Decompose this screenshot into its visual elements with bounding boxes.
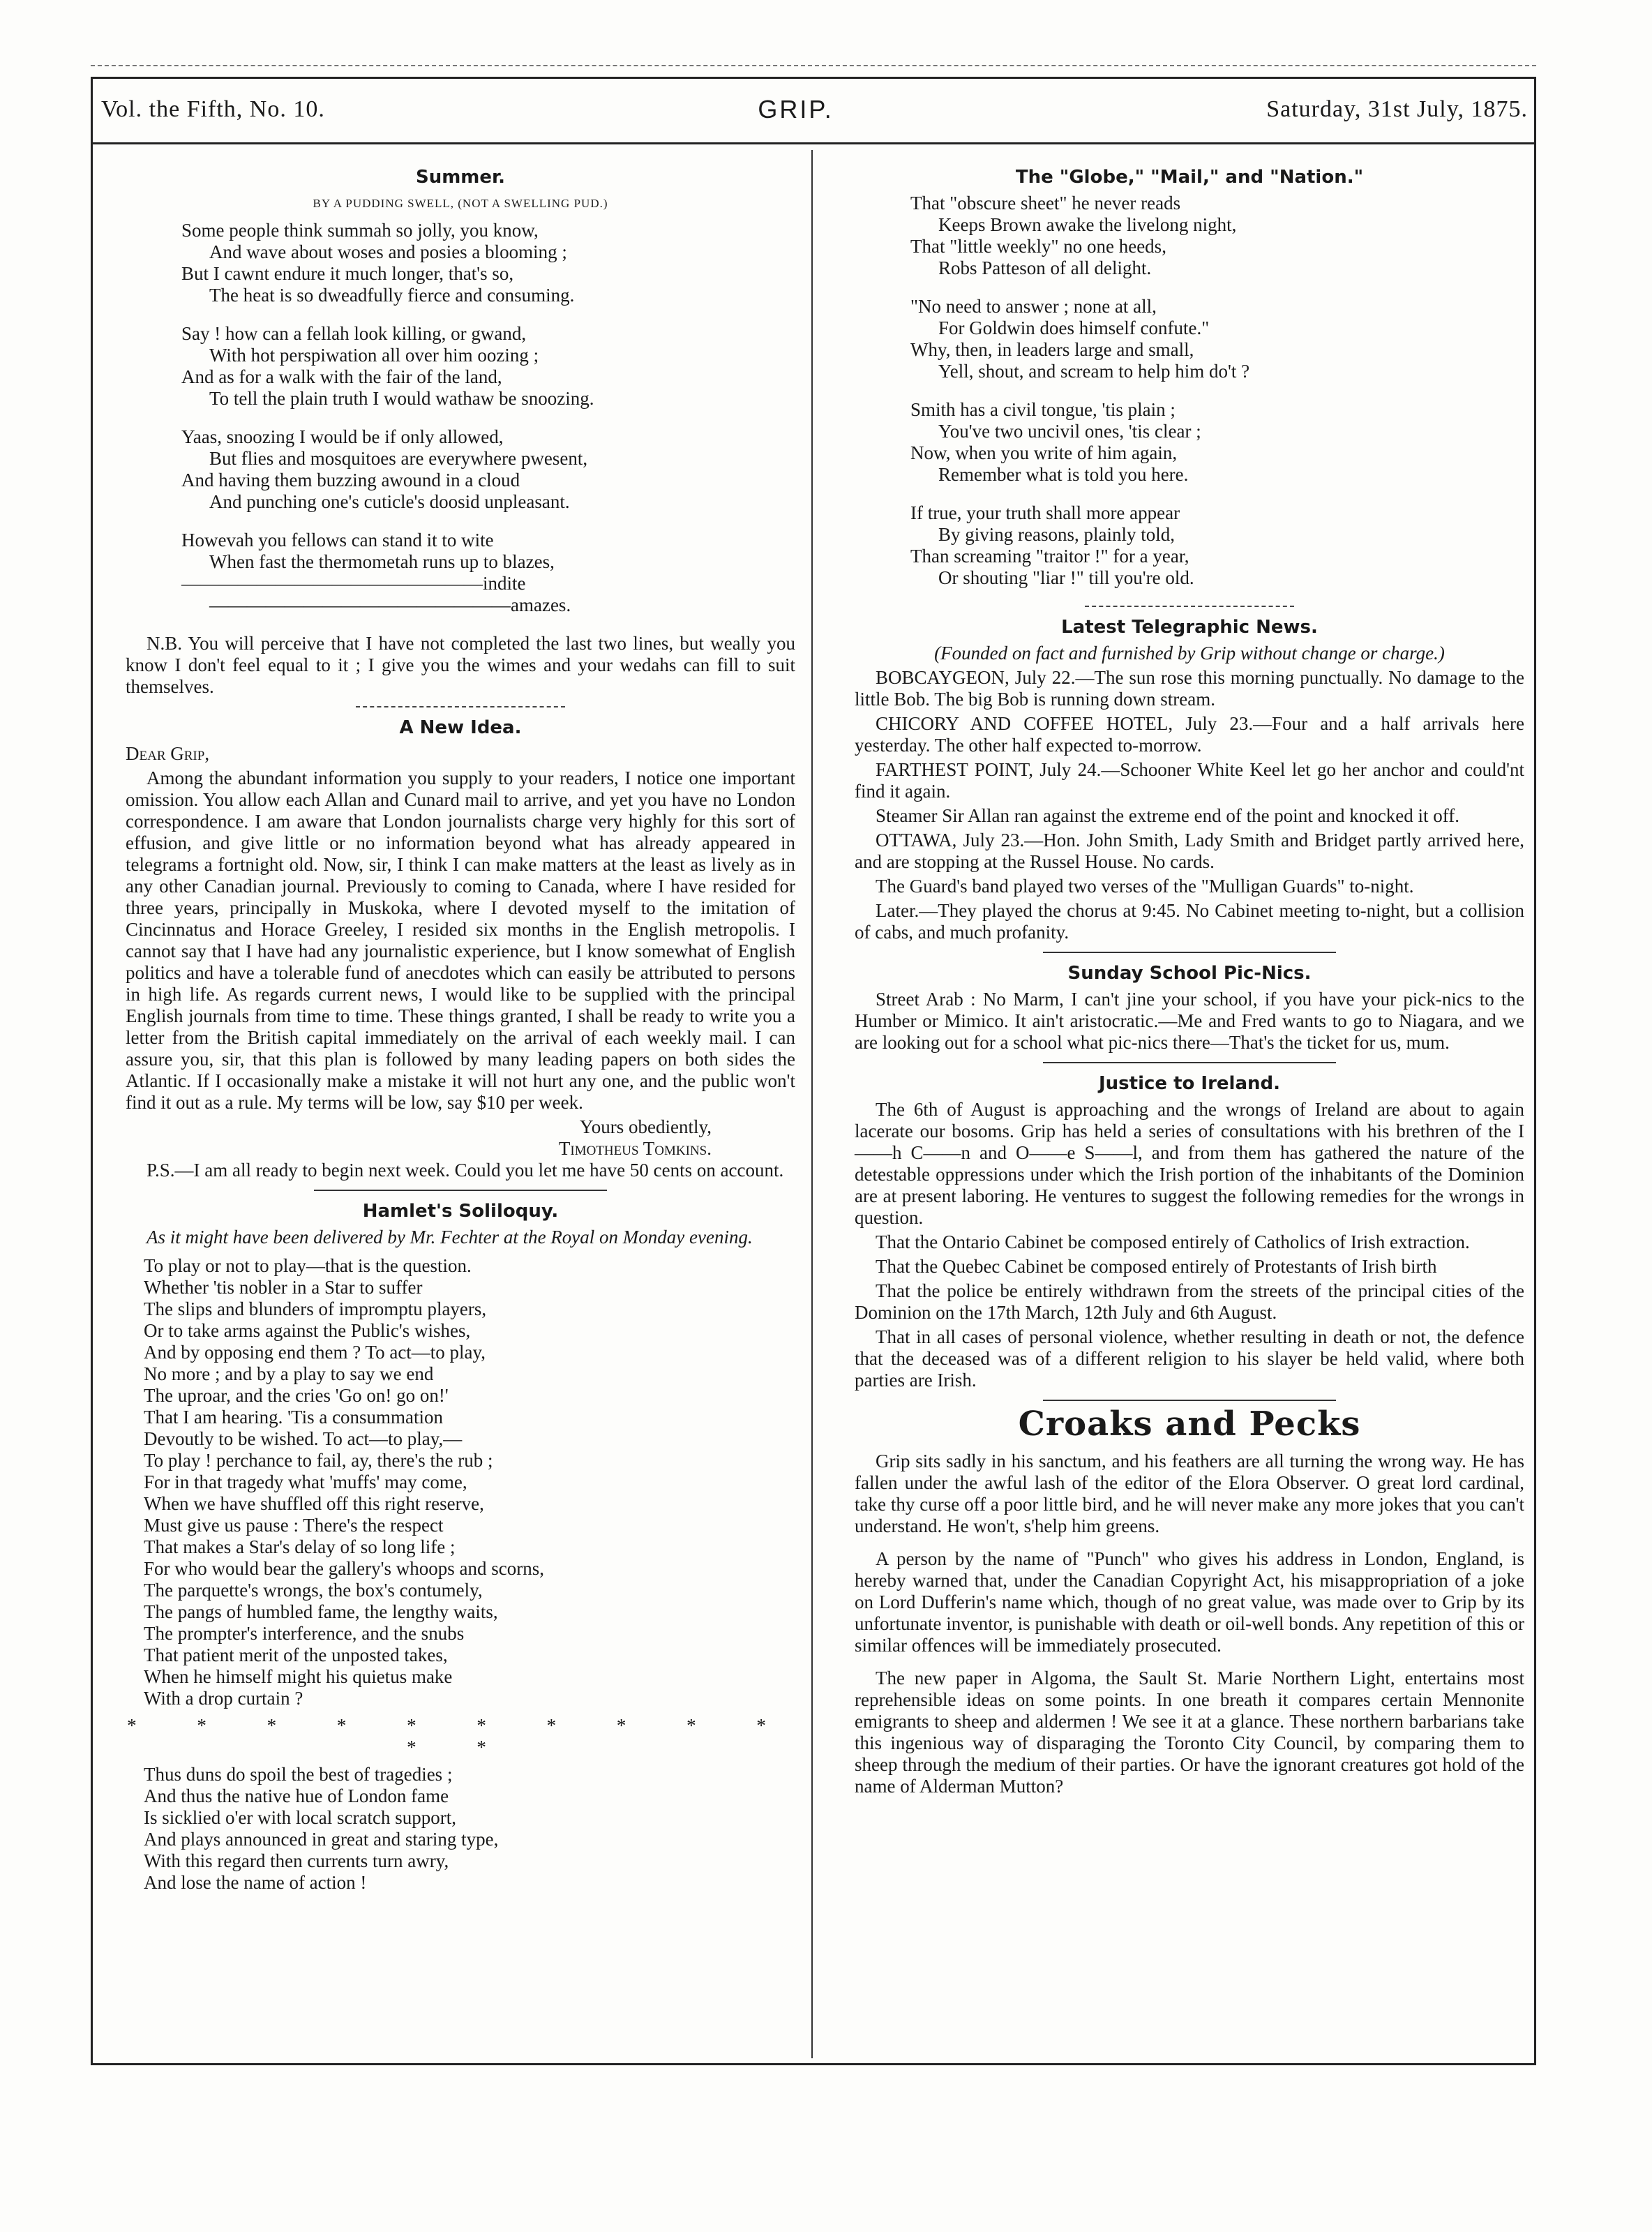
section-separator	[1043, 952, 1336, 953]
verse-line: And lose the name of action !	[144, 1872, 367, 1893]
justice-paragraph: That in all cases of personal violence, whether resulting in death or not, the defence that the deceased was of a different religion to his slayer be held valid, where both parties are Irish.	[855, 1326, 1524, 1391]
summer-stanza-4	[181, 530, 795, 616]
verse-line: The pangs of humbled fame, the lengthy waits,	[144, 1601, 498, 1622]
verse-line: Or to take arms against the Public's wishes,	[144, 1320, 471, 1341]
verse-line: The prompter's interference, and the snubs	[144, 1623, 465, 1644]
verse-line: To play ! perchance to fail, ay, there's the rub ;	[144, 1450, 493, 1471]
verse-line: When we have shuffled off this right reserve,	[144, 1493, 484, 1514]
verse-line: And having them buzzing awound in a cloud	[181, 470, 520, 490]
verse-line: Thus duns do spoil the best of tragedies ;	[144, 1764, 453, 1785]
verse-line: Yaas, snoozing I would be if only allowed,	[181, 426, 504, 447]
new-idea-body: Among the abundant information you supply to your readers, I notice one important omission. You allow each Allan and Cunard mail to arrive, and yet you have no London correspondence. I am aware that London journalists charge very highly for this sort of effusion, and give little or no information beyond what has already appeared in telegrams a fortnight old. Now, sir, I think I can make matters at the least as lively as in any other Canadian journal. Previously to coming to Canada, where I have resided for three years, principally in Muskoka, where I devoted myself to the imitation of Cincinnatus and Horace Greeley, I resided six months in the English metropolis. I cannot say that I have had any journalistic experience, but I know somewhat of English politics and have a tolerable fund of anecdotes which can easily be attributed to persons in high life. As regards current news, I would like to be supplied with the principal English journals from time to time. These things granted, I shall be ready to write you a letter from the British capital immediately on the arrival of each weekly mail. I can assure you, sir, that this plan is followed by many leading papers on both sides the Atlantic. If I occasionally make a mistake it will not hurt any one, and the public won't find it out as a rule. My terms will be low, say $10 per week.	[126, 767, 795, 1113]
verse-line: You've two uncivil ones, 'tis clear ;	[938, 421, 1201, 442]
verse-line: With this regard then currents turn awry,	[144, 1850, 449, 1871]
verse-line: With hot perspiwation all over him oozing ;	[209, 345, 539, 366]
globe-stanza-2	[910, 296, 1524, 382]
croaks-paragraph: A person by the name of "Punch" who gives his address in London, England, is hereby warned that, under the Canadian Copyright Act, his misappropriation of a joke on Lord Dufferin's name which, though of no great value, was made over to Grip by its unfortunate inventor, is punishable with death or oil-well bonds. Any repetition of this or similar offences will be immediately prosecuted.	[855, 1548, 1524, 1656]
telegraphic-item: OTTAWA, July 23.—Hon. John Smith, Lady Smith and Bridget partly arrived here, and are stopping at the Russel House. No cards.	[855, 830, 1524, 872]
croaks-paragraph: Grip sits sadly in his sanctum, and his feathers are all turning the wrong way. He has fallen under the awful lash of the editor of the Elora Observer. O great lord cardinal, take thy curse off a poor little bird, and he will never make any more jokes that you can't understand. He won't, s'help him greens.	[855, 1451, 1524, 1536]
verse-line: That "little weekly" no one heeds,	[910, 236, 1166, 257]
header-rule	[91, 142, 1536, 144]
telegraphic-item: Steamer Sir Allan ran against the extreme end of the point and knocked it off.	[876, 805, 1460, 826]
asterisk-break: * * * * * * * * * * * *	[127, 1715, 794, 1758]
verse-line: ————————————————amazes.	[209, 594, 571, 615]
verse-line: And plays announced in great and staring type,	[144, 1829, 499, 1850]
summer-title: Summer.	[415, 167, 506, 188]
telegraphic-item: Later.—They played the chorus at 9:45. No Cabinet meeting to-night, but a collision of cabs, and much profanity.	[855, 900, 1524, 943]
verse-line: Than screaming "traitor !" for a year,	[910, 546, 1189, 567]
verse-line: No more ; and by a play to say we end	[144, 1363, 434, 1384]
telegraphic-item: FARTHEST POINT, July 24.—Schooner White Keel let go her anchor and could'nt find it again.	[855, 759, 1524, 802]
verse-line: And wave about woses and posies a blooming ;	[209, 241, 567, 262]
verse-line: With a drop curtain ?	[144, 1688, 303, 1709]
verse-line: When fast the thermometah runs up to blazes,	[209, 551, 555, 572]
verse-line: Howevah you fellows can stand it to wite	[181, 530, 494, 550]
verse-line: If true, your truth shall more appear	[910, 502, 1180, 523]
telegraphic-subtitle: (Founded on fact and furnished by Grip without change or charge.)	[934, 643, 1445, 664]
verse-line: By giving reasons, plainly told,	[938, 524, 1175, 545]
sunday-body: Street Arab : No Marm, I can't jine your school, if you have your pick-nics to the Humber or Mimico. It ain't aristocratic.—Me and Fred wants to go to Niagara, and we are looking out for a school what pic-nics there—That's the ticket for us, mum.	[855, 989, 1524, 1053]
sunday-title: Sunday School Pic-Nics.	[1067, 963, 1312, 984]
verse-line: ————————————————indite	[181, 573, 526, 594]
verse-line: Smith has a civil tongue, 'tis plain ;	[910, 399, 1176, 420]
volume-number: Vol. the Fifth, No. 10.	[101, 96, 325, 122]
verse-line: And punching one's cuticle's doosid unpleasant.	[209, 491, 570, 512]
masthead	[101, 85, 1528, 134]
justice-paragraph: That the police be entirely withdrawn from the streets of the principal cities of the Dominion on the 17th March, 12th July and 6th August.	[855, 1280, 1524, 1323]
summer-stanza-1	[181, 220, 795, 306]
verse-line: For who would bear the gallery's whoops and scorns,	[144, 1558, 545, 1579]
hamlet-verse	[144, 1255, 795, 1709]
new-idea-postscript: P.S.—I am all ready to begin next week. Could you let me have 50 cents on account.	[147, 1160, 784, 1181]
justice-paragraph: That the Quebec Cabinet be composed entirely of Protestants of Irish birth	[876, 1256, 1437, 1277]
globe-stanza-3	[910, 399, 1524, 486]
left-column	[126, 157, 795, 1894]
croaks-paragraph: The new paper in Algoma, the Sault St. Marie Northern Light, entertains most reprehensible ideas on some points. In one breath it compares certain Mennonite emigrants to sheep and aldermen ! We see it at a glance. These northern barbarians take this ingenious way of disparaging the Toronto City Council, by comparing them to sheep through the medium of their parties. Or have the ignorant creatures got hold of the name of Alderman Mutton?	[855, 1668, 1524, 1797]
verse-line: And as for a walk with the fair of the land,	[181, 366, 502, 387]
hamlet-title: Hamlet's Soliloquy.	[362, 1201, 559, 1222]
verse-line: That I am hearing. 'Tis a consummation	[144, 1407, 444, 1428]
verse-line: Some people think summah so jolly, you know,	[181, 220, 539, 241]
verse-line: For Goldwin does himself confute."	[938, 317, 1210, 338]
hamlet-verse-2	[144, 1764, 795, 1894]
verse-line: That makes a Star's delay of so long life ;	[144, 1536, 456, 1557]
globe-stanza-1	[910, 193, 1524, 279]
justice-title: Justice to Ireland.	[1098, 1073, 1281, 1094]
telegraphic-title: Latest Telegraphic News.	[1061, 617, 1318, 638]
paper-title: GRIP.	[758, 95, 834, 123]
verse-line: When he himself might his quietus make	[144, 1666, 453, 1687]
section-separator	[1043, 1062, 1336, 1063]
verse-line: Or shouting "liar !" till you're old.	[938, 567, 1194, 588]
verse-line: Robs Patteson of all delight.	[938, 257, 1152, 278]
verse-line: Devoutly to be wished. To act—to play,—	[144, 1428, 463, 1449]
verse-line: The slips and blunders of impromptu players,	[144, 1298, 487, 1319]
section-separator	[1085, 606, 1294, 607]
verse-line: Is sicklied o'er with local scratch support,	[144, 1807, 456, 1828]
verse-line: Whether 'tis nobler in a Star to suffer	[144, 1277, 423, 1298]
globe-stanza-4	[910, 502, 1524, 589]
verse-line: For in that tragedy what 'muffs' may come,	[144, 1471, 467, 1492]
verse-line: That "obscure sheet" he never reads	[910, 193, 1181, 214]
section-separator	[314, 1190, 607, 1191]
verse-line: The uproar, and the cries 'Go on! go on!'	[144, 1385, 449, 1406]
verse-line: But flies and mosquitoes are everywhere pwesent,	[209, 448, 588, 469]
verse-line: Remember what is told you here.	[938, 464, 1189, 485]
verse-line: Say ! how can a fellah look killing, or gwand,	[181, 323, 527, 344]
new-idea-signature: Timotheus Tomkins.	[558, 1138, 712, 1159]
verse-line: Now, when you write of him again,	[910, 442, 1178, 463]
summer-stanza-3	[181, 426, 795, 513]
summer-byline: BY A PUDDING SWELL, (NOT A SWELLING PUD.)	[313, 197, 608, 210]
telegraphic-item: The Guard's band played two verses of the "Mulligan Guards" to-night.	[876, 876, 1414, 897]
verse-line: The heat is so dweadfully fierce and consuming.	[209, 285, 575, 306]
verse-line: The parquette's wrongs, the box's contumely,	[144, 1580, 483, 1601]
summer-note: N.B. You will perceive that I have not completed the last two lines, but weally you know I don't feel equal to it ; I give you the wimes and your wedahs can fill to suit themselves.	[126, 633, 795, 697]
summer-stanza-2	[181, 323, 795, 410]
justice-paragraph: The 6th of August is approaching and the wrongs of Ireland are about to again lacerate our bosoms. Grip has held a series of consultations with his brethren of the I——h C——n and O——e S——l, and from them has gathered the nature of the detestable oppressions under which the Irish portion of the inhabitants of the Dominion are at present laboring. He ventures to suggest the following remedies for the wrongs in question.	[855, 1099, 1524, 1228]
telegraphic-item: BOBCAYGEON, July 22.—The sun rose this morning punctually. No damage to the little Bob. The big Bob is running down stream.	[855, 667, 1524, 710]
verse-line: Why, then, in leaders large and small,	[910, 339, 1194, 360]
section-separator	[356, 706, 565, 707]
verse-line: "No need to answer ; none at all,	[910, 296, 1157, 317]
verse-line: That patient merit of the unposted takes,	[144, 1645, 448, 1665]
new-idea-title: A New Idea.	[399, 717, 522, 738]
verse-line: Yell, shout, and scream to help him do't ?	[938, 361, 1250, 382]
verse-line: To tell the plain truth I would wathaw be snoozing.	[209, 388, 594, 409]
verse-line: Keeps Brown awake the livelong night,	[938, 214, 1237, 235]
verse-line: To play or not to play—that is the question.	[144, 1255, 472, 1276]
new-idea-salutation: Dear Grip,	[126, 743, 210, 764]
hamlet-intro: As it might have been delivered by Mr. Fechter at the Royal on Monday evening.	[147, 1227, 753, 1248]
telegraphic-item: CHICORY AND COFFEE HOTEL, July 23.—Four and a half arrivals here yesterday. The other half expected to-morrow.	[855, 713, 1524, 756]
issue-date: Saturday, 31st July, 1875.	[1266, 96, 1528, 122]
verse-line: And by opposing end them ? To act—to play,	[144, 1342, 486, 1363]
new-idea-closing: Yours obediently,	[579, 1116, 712, 1137]
justice-paragraph: That the Ontario Cabinet be composed entirely of Catholics of Irish extraction.	[876, 1231, 1470, 1252]
section-separator	[1043, 1400, 1336, 1401]
croaks-title: Croaks and Pecks	[1018, 1405, 1361, 1444]
verse-line: And thus the native hue of London fame	[144, 1785, 449, 1806]
right-column	[855, 157, 1524, 1800]
verse-line: Must give us pause : There's the respect	[144, 1515, 444, 1536]
verse-line: But I cawnt endure it much longer, that's so,	[181, 263, 514, 284]
globe-title: The "Globe," "Mail," and "Nation."	[1015, 167, 1364, 188]
top-dashed-rule	[91, 65, 1536, 66]
column-divider	[811, 150, 813, 2058]
